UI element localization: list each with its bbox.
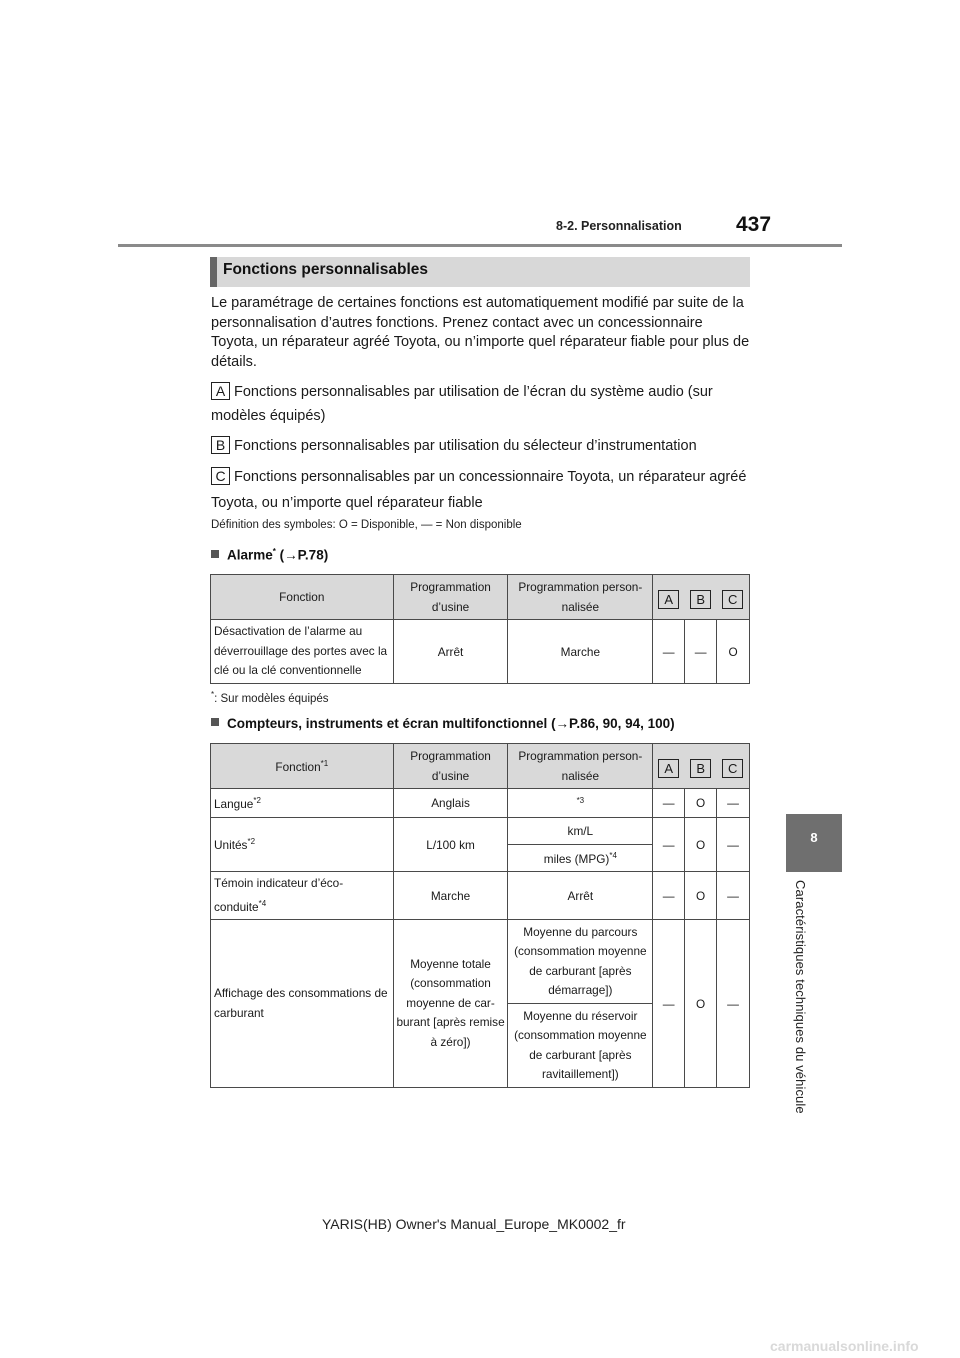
header-col-a: A	[658, 590, 679, 609]
cell-usine: Arrêt	[393, 620, 508, 684]
header-abc	[653, 744, 750, 789]
watermark: carmanualsonline.info	[770, 1338, 919, 1354]
cell-a: —	[653, 818, 685, 872]
cell-a: —	[653, 620, 685, 684]
section-title: Fonctions personnalisables	[223, 261, 428, 278]
header-fonction: Fonction	[211, 575, 394, 620]
section-title-accent	[210, 257, 217, 287]
cell-fonction-text: Témoin indicateur d’éco-conduite	[214, 876, 344, 914]
chapter-title: Caractéristiques techniques du véhicule	[793, 880, 808, 1114]
legend-item-c	[211, 467, 756, 487]
header-col-b: B	[690, 759, 711, 778]
subheading-compteurs-title: Compteurs, instruments et écran multifonctionnel	[227, 716, 548, 731]
header-divider	[118, 244, 842, 247]
cell-b: O	[685, 818, 717, 872]
symbols-definition: Définition des symboles: O = Disponible, — = Non disponible	[211, 519, 522, 531]
badge-a: A	[211, 382, 230, 400]
cell-fonction-sup: *4	[258, 898, 267, 908]
table-header-row	[211, 744, 750, 789]
compteurs-table	[210, 743, 750, 1088]
cell-perso: Arrêt	[508, 872, 653, 920]
badge-c: C	[211, 467, 230, 485]
cell-b: —	[685, 620, 717, 684]
cell-fonction	[211, 818, 394, 872]
cell-b: O	[685, 789, 717, 818]
cell-fonction-text: Unités	[214, 837, 248, 852]
square-bullet-icon	[211, 718, 219, 726]
cell-c: O	[717, 620, 750, 684]
header-fonction-label: Fonction	[275, 759, 321, 774]
chapter-number: 8	[810, 830, 818, 845]
cell-perso: Moyenne du parcours (consommation moyenne de carburant [après démarrage])	[508, 920, 653, 1004]
cell-c: —	[717, 872, 750, 920]
table-row	[211, 920, 750, 1004]
cell-perso: km/L	[508, 818, 653, 845]
cell-usine: Marche	[393, 872, 508, 920]
legend-text: Fonctions personnalisables par un concessionnaire Toyota, un réparateur agréé	[234, 469, 747, 485]
table-header-row	[211, 575, 750, 620]
table-row	[211, 789, 750, 818]
legend-text: Fonctions personnalisables par utilisation de l’écran du système audio (sur	[234, 384, 713, 400]
cell-fonction	[211, 872, 394, 920]
header-col-c: C	[722, 759, 743, 778]
cell-usine: Anglais	[393, 789, 508, 818]
cell-fonction-text: Langue	[214, 796, 254, 811]
cell-fonction: Affichage des consommations de carburant	[211, 920, 394, 1088]
header-programmation-usine: Programmation d’usine	[393, 744, 508, 789]
header-col-c: C	[722, 590, 743, 609]
header-section-title: 8-2. Personnalisation	[556, 219, 682, 233]
subheading-alarme-ref[interactable]: (→P.78)	[279, 547, 329, 563]
alarme-table	[210, 574, 750, 684]
cell-a: —	[653, 789, 685, 818]
header-col-b: B	[690, 590, 711, 609]
cell-fonction-sup: *2	[253, 795, 261, 805]
header-abc	[653, 575, 750, 620]
square-bullet-icon	[211, 550, 219, 558]
legend-text: Fonctions personnalisables par utilisation du sélecteur d’instrumentation	[234, 438, 697, 454]
intro-paragraph: Le paramétrage de certaines fonctions est automatiquement modifié par suite de la personnalisation d’autres fonctions. Prenez contact avec un concessionnaire Toyota, un réparateur agréé Toyota, ou n’importe quel réparateur fiable pour plus de détails.	[211, 295, 750, 370]
legend-item-a-cont: modèles équipés)	[211, 408, 326, 424]
header-fonction-sup: *1	[320, 758, 329, 768]
header-programmation-personnalisee: Programmation person-nalisée	[508, 575, 653, 620]
footnote-text: : Sur modèles équipés	[214, 692, 329, 705]
table-row	[211, 872, 750, 920]
cell-perso	[508, 789, 653, 818]
cell-perso: Moyenne du réservoir (consommation moyenne de carburant [après ravitaillement])	[508, 1004, 653, 1088]
cell-b: O	[685, 872, 717, 920]
footer-manual-id: YARIS(HB) Owner's Manual_Europe_MK0002_fr	[322, 1216, 626, 1232]
header-col-a: A	[658, 759, 679, 778]
cell-c: —	[717, 789, 750, 818]
cell-perso: Marche	[508, 620, 653, 684]
legend-item-b	[211, 436, 756, 456]
cell-perso-sup: *4	[609, 850, 617, 860]
legend-item-a	[211, 382, 756, 402]
cell-c: —	[717, 818, 750, 872]
header-fonction	[211, 744, 394, 789]
page-number: 437	[736, 213, 772, 236]
table-row	[211, 818, 750, 845]
cell-perso	[508, 845, 653, 872]
cell-fonction: Désactivation de l’alarme au déverrouillage des portes avec la clé ou la clé conventionnelle	[211, 620, 394, 684]
cell-a: —	[653, 872, 685, 920]
cell-fonction-sup: *2	[247, 837, 256, 847]
footnote	[211, 690, 329, 705]
cell-perso-sup: *3	[576, 795, 585, 805]
subheading-compteurs	[211, 716, 675, 731]
cell-usine: L/100 km	[393, 818, 508, 872]
cell-fonction	[211, 789, 394, 818]
footnote-mark: *	[211, 690, 215, 699]
legend-item-c-cont: Toyota, ou n’importe quel réparateur fiable	[211, 495, 483, 511]
subheading-alarme-sup: *	[272, 547, 276, 556]
cell-b: O	[685, 920, 717, 1088]
cell-c: —	[717, 920, 750, 1088]
subheading-alarme-title: Alarme	[227, 547, 273, 563]
subheading-compteurs-ref[interactable]: (→P.86, 90, 94, 100)	[551, 716, 675, 731]
badge-b: B	[211, 436, 230, 454]
cell-a: —	[653, 920, 685, 1088]
header-programmation-personnalisee: Programmation person-nalisée	[508, 744, 653, 789]
cell-usine: Moyenne totale (consommation moyenne de car-burant [après remise à zéro])	[393, 920, 508, 1088]
subheading-alarme	[211, 547, 328, 563]
table-row	[211, 620, 750, 684]
cell-perso-text: miles (MPG)	[543, 851, 610, 866]
header-programmation-usine: Programmation d’usine	[393, 575, 508, 620]
